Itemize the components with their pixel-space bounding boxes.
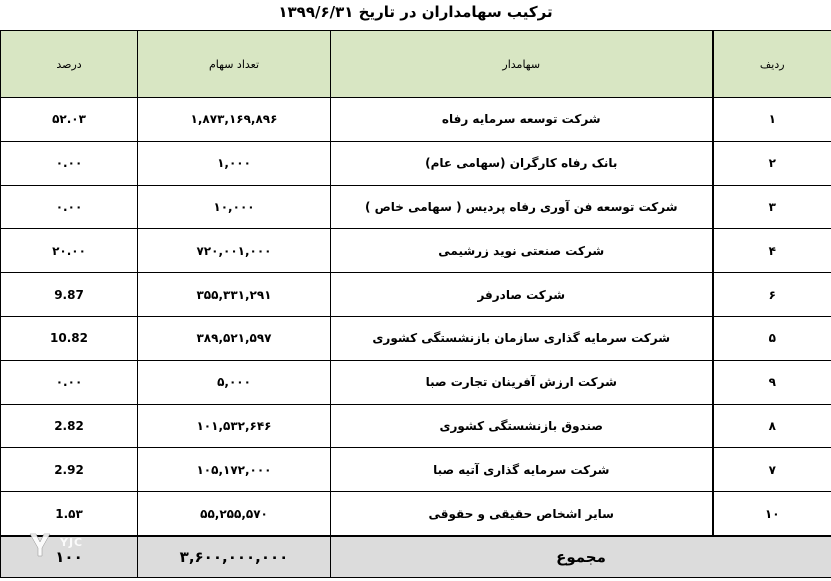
- share-count: ۱۰۵,۱۷۲,۰۰۰: [138, 448, 331, 492]
- share-count: ۱۰,۰۰۰: [138, 185, 331, 229]
- row-number: ۳: [713, 185, 831, 229]
- total-percent: ۱۰۰: [1, 536, 138, 578]
- share-percent: ۰.۰۰: [1, 360, 138, 404]
- share-percent: 2.92: [1, 448, 138, 492]
- yjc-watermark-logo: [22, 526, 112, 566]
- share-count: ۵,۰۰۰: [138, 360, 331, 404]
- row-number: ۶: [713, 273, 831, 317]
- row-number: ۱: [713, 98, 831, 142]
- holder-name: شرکت صنعتی نوید زرشیمی: [331, 229, 713, 273]
- holder-name: صندوق بازنشستگی کشوری: [331, 404, 713, 448]
- share-percent: 9.87: [1, 273, 138, 317]
- total-label: مجموع: [331, 536, 831, 578]
- share-percent: ۵۲.۰۳: [1, 98, 138, 142]
- row-number: ۵: [713, 316, 831, 360]
- header-percent: درصد: [1, 31, 138, 98]
- table-row: [1, 185, 831, 229]
- share-percent: 1.۵۳: [1, 492, 138, 536]
- total-row: [1, 536, 831, 578]
- header-holder: سهامدار: [331, 31, 713, 98]
- share-percent: ۲۰.۰۰: [1, 229, 138, 273]
- share-percent: ۰.۰۰: [1, 185, 138, 229]
- table-row: [1, 316, 831, 360]
- table-row: [1, 229, 831, 273]
- holder-name: شرکت توسعه فن آوری رفاه پردیس ( سهامی خاص ): [331, 185, 713, 229]
- share-percent: 10.82: [1, 316, 138, 360]
- row-number: ۹: [713, 360, 831, 404]
- share-count: ۷۲۰,۰۰۱,۰۰۰: [138, 229, 331, 273]
- logo-mark-icon: [22, 526, 58, 562]
- header-shares: تعداد سهام: [138, 31, 331, 98]
- table-row: [1, 448, 831, 492]
- share-count: ۳۵۵,۳۳۱,۲۹۱: [138, 273, 331, 317]
- row-number: ۷: [713, 448, 831, 492]
- holder-name: شرکت سرمایه گذاری آتیه صبا: [331, 448, 713, 492]
- table-row: [1, 98, 831, 142]
- holder-name: شرکت سرمایه گذاری سازمان بازنشستگی کشوری: [331, 316, 713, 360]
- holder-name: بانک رفاه کارگران (سهامی عام): [331, 141, 713, 185]
- header-row: [1, 31, 831, 98]
- table-row: [1, 404, 831, 448]
- holder-name: شرکت صادرفر: [331, 273, 713, 317]
- holder-name: سایر اشخاص حقیقی و حقوقی: [331, 492, 713, 536]
- header-row-no: ردیف: [713, 31, 831, 98]
- share-count: ۳۸۹,۵۲۱,۵۹۷: [138, 316, 331, 360]
- row-number: ۸: [713, 404, 831, 448]
- shareholders-table: [0, 30, 831, 578]
- share-count: ۵۵,۲۵۵,۵۷۰: [138, 492, 331, 536]
- row-number: ۱۰: [713, 492, 831, 536]
- holder-name: شرکت توسعه سرمایه رفاه: [331, 98, 713, 142]
- row-number: ۴: [713, 229, 831, 273]
- page-title: ترکیب سهامداران در تاریخ ۱۳۹۹/۶/۳۱: [278, 3, 553, 21]
- table-row: [1, 492, 831, 536]
- table-row: [1, 360, 831, 404]
- row-number: ۲: [713, 141, 831, 185]
- total-shares: ۳,۶۰۰,۰۰۰,۰۰۰: [138, 536, 331, 578]
- table-row: [1, 273, 831, 317]
- share-count: ۱,۸۷۳,۱۶۹,۸۹۶: [138, 98, 331, 142]
- share-count: ۱۰۱,۵۳۲,۶۴۶: [138, 404, 331, 448]
- holder-name: شرکت ارزش آفرینان تجارت صبا: [331, 360, 713, 404]
- share-percent: ۰.۰۰: [1, 141, 138, 185]
- watermark-text: YJC: [60, 536, 84, 549]
- table-row: [1, 141, 831, 185]
- share-count: ۱,۰۰۰: [138, 141, 331, 185]
- share-percent: 2.82: [1, 404, 138, 448]
